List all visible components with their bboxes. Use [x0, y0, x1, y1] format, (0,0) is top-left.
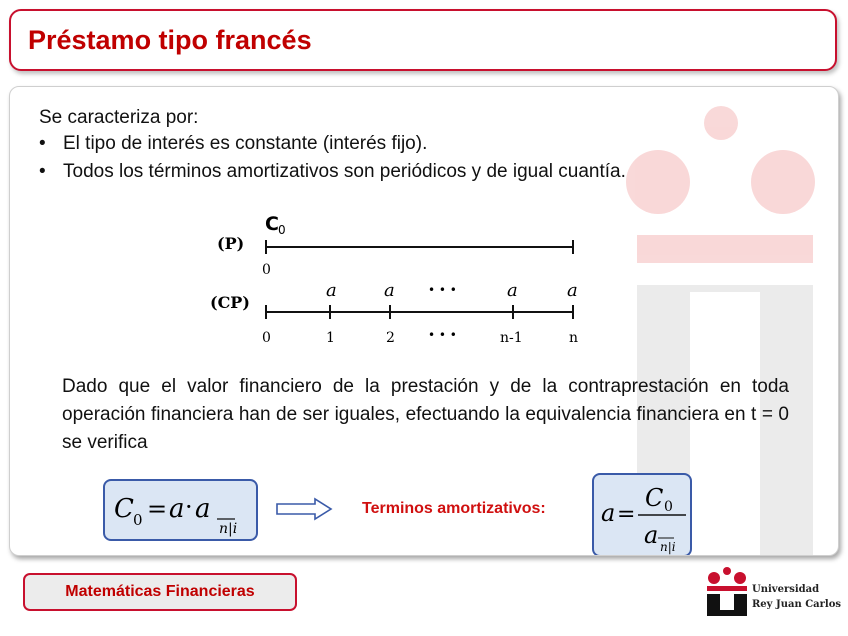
bullet-text: El tipo de interés es constante (interés fijo). [63, 133, 428, 154]
university-name-line1: Universidad [752, 584, 820, 595]
svg-text:0: 0 [664, 499, 673, 515]
svg-text:n|i: n|i [660, 540, 676, 554]
c0-label: C [265, 213, 279, 235]
p-tick-label: 0 [262, 262, 271, 278]
payment-a: a [384, 280, 395, 301]
svg-text:0: 0 [133, 511, 143, 529]
cp-tick-label: 1 [326, 330, 335, 346]
explanation-text: Dado que el valor financiero de la prestación y de la contraprestación en toda operación financiera han de ser iguales, efectuando la equivalencia financiera en t = 0 se verifica [62, 376, 789, 453]
timeline-diagram [200, 202, 600, 352]
slide-title: Préstamo tipo francés [28, 25, 312, 55]
cp-tick-label: 2 [386, 330, 395, 346]
payment-a: a [326, 280, 337, 301]
svg-text:a: a [601, 499, 616, 527]
cp-label: (CP) [210, 293, 250, 312]
svg-text:n|i: n|i [219, 521, 238, 537]
content-panel [9, 86, 839, 556]
cp-tick-label: 0 [262, 330, 271, 346]
payment-a: a [507, 280, 518, 301]
svg-text:a: a [169, 494, 185, 524]
cp-tick-label: n [569, 330, 579, 346]
terms-label: Terminos amortizativos: [362, 500, 546, 517]
svg-text:C: C [114, 494, 134, 524]
c0-subscript: 0 [278, 223, 286, 237]
svg-text:a: a [644, 521, 659, 549]
ellipsis: • • • [428, 283, 457, 297]
svg-text:C: C [645, 484, 664, 512]
cp-tick-label: n-1 [500, 330, 523, 346]
equivalence-formula [103, 479, 258, 541]
svg-text:·: · [185, 493, 193, 521]
bullet-item: • Todos los términos amortizativos son periódicos y de igual cuantía. [39, 161, 626, 182]
svg-text:=: = [617, 502, 636, 527]
implies-arrow-icon [275, 497, 335, 521]
ellipsis: • • • [428, 328, 457, 342]
university-logo-icon [704, 566, 750, 616]
svg-text:a: a [195, 494, 211, 524]
bullet-text: Todos los términos amortizativos son periódicos y de igual cuantía. [63, 161, 626, 182]
title-bar [9, 9, 837, 71]
intro-text: Se caracteriza por: [39, 107, 199, 128]
svg-text:=: = [147, 495, 168, 523]
university-name-line2: Rey Juan Carlos [752, 599, 842, 610]
payment-formula [592, 473, 692, 556]
payment-a: a [567, 280, 578, 301]
p-label: (P) [217, 234, 245, 253]
course-label: Matemáticas Financieras [23, 573, 297, 611]
bullet-item: • El tipo de interés es constante (interés fijo). [39, 133, 428, 154]
